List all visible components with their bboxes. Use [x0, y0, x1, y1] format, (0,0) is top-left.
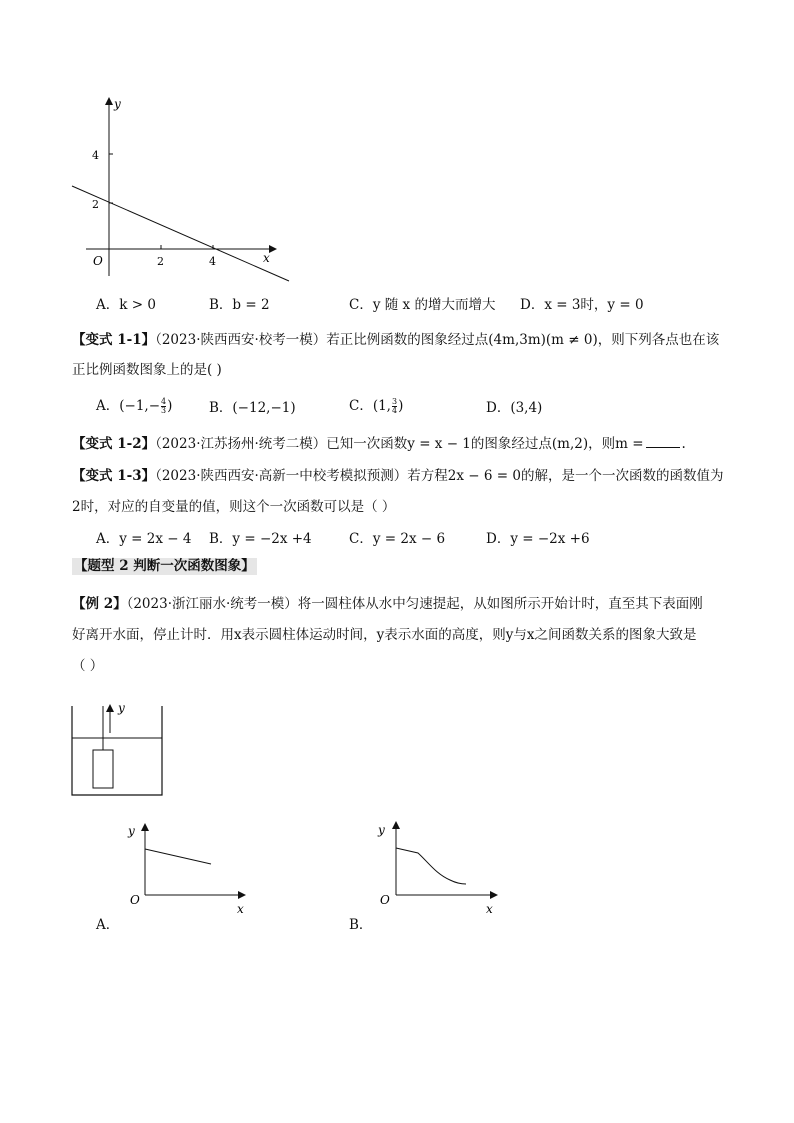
example-2-line2: 好离开水面，停止计时．用x表示圆柱体运动时间，y表示水面的高度，则y与x之间函数关系的图象大致是 [72, 627, 697, 643]
fig1-tick-label-x4: 4 [209, 255, 216, 268]
variant-1-2-period: . [681, 436, 686, 452]
v13-option-d[interactable]: D．y = −2x +6 [486, 531, 590, 547]
v11-opt-a-suffix: ) [167, 398, 173, 414]
fig2-y-label: y [118, 701, 125, 715]
variant-1-3-text1: （2023·陕西西安·高新一中校考模拟预测）若方程2x − 6 = 0的解，是一个一次函数的函数值为 [155, 468, 724, 484]
variant-1-1-text1: （2023·陕西西安·校考一模）若正比例函数的图象经过点(4m,3m)(m ≠ 0)，则下列各点也在该 [155, 332, 720, 348]
v11-opt-a-den: 3 [161, 406, 167, 415]
q1-option-d[interactable]: D．x = 3时，y = 0 [520, 297, 644, 313]
graph-b-x-label: x [486, 902, 493, 916]
v13-option-c[interactable]: C．y = 2x − 6 [349, 531, 446, 547]
graph-a-x-label: x [237, 902, 244, 916]
fig1-y-label: y [114, 97, 121, 111]
variant-1-2-text: （2023·江苏扬州·统考二模）已知一次函数y = x − 1的图象经过点(m,2)，则m = [155, 436, 644, 452]
fig1-origin-label: O [93, 254, 103, 268]
v11-opt-c-suffix: ) [398, 398, 404, 414]
example-2-text1: （2023·浙江丽水·统考一模）将一圆柱体从水中匀速提起，从如图所示开始计时，直至其下表面刚 [126, 596, 703, 612]
graph-b-origin-label: O [380, 893, 390, 907]
graph-a-y-label: y [128, 824, 135, 838]
q1-option-a[interactable]: A．k > 0 [96, 297, 156, 313]
fig1-x-label: x [263, 251, 270, 265]
v11-opt-a-num: 4 [161, 397, 167, 406]
v13-option-a[interactable]: A．y = 2x − 4 [96, 531, 192, 547]
variant-1-2-label: 【变式 1-2】 [72, 436, 156, 452]
fig1-tick-label-x2: 2 [157, 255, 164, 268]
v11-opt-a-prefix: A．(−1,− [96, 398, 161, 414]
example-2-line3: （ ） [72, 658, 104, 674]
variant-1-1-label: 【变式 1-1】 [72, 332, 156, 348]
v11-opt-c-den: 4 [391, 406, 398, 415]
v13-option-b[interactable]: B．y = −2x +4 [209, 531, 312, 547]
q1-option-c[interactable]: C．y 随 x 的增大而增大 [349, 297, 496, 313]
variant-1-3-label: 【变式 1-3】 [72, 468, 156, 484]
graph-a-option-label[interactable]: A． [96, 917, 120, 933]
graph-b-y-label: y [378, 823, 385, 837]
graph-b-curve [396, 848, 466, 884]
section-2-heading: 【题型 2 判断一次函数图象】 [74, 558, 255, 574]
v11-option-b[interactable]: B．(−12,−1) [209, 400, 296, 416]
fig1-tick-label-y2: 2 [92, 198, 99, 211]
q1-option-b[interactable]: B．b = 2 [209, 297, 270, 313]
example-2-label: 【例 2】 [72, 596, 127, 612]
variant-1-1-line2: 正比例函数图象上的是( ) [72, 362, 222, 378]
fig1-tick-label-y4: 4 [92, 149, 99, 162]
variant-1-3-line2: 2时，对应的自变量的值，则这个一次函数可以是（ ） [72, 499, 396, 515]
graph-b-option-label[interactable]: B． [349, 917, 373, 933]
v11-opt-c-num: 3 [391, 397, 398, 406]
graph-a-origin-label: O [130, 893, 140, 907]
v11-opt-c-prefix: C．(1, [349, 398, 391, 414]
v11-option-d[interactable]: D．(3,4) [486, 400, 543, 416]
